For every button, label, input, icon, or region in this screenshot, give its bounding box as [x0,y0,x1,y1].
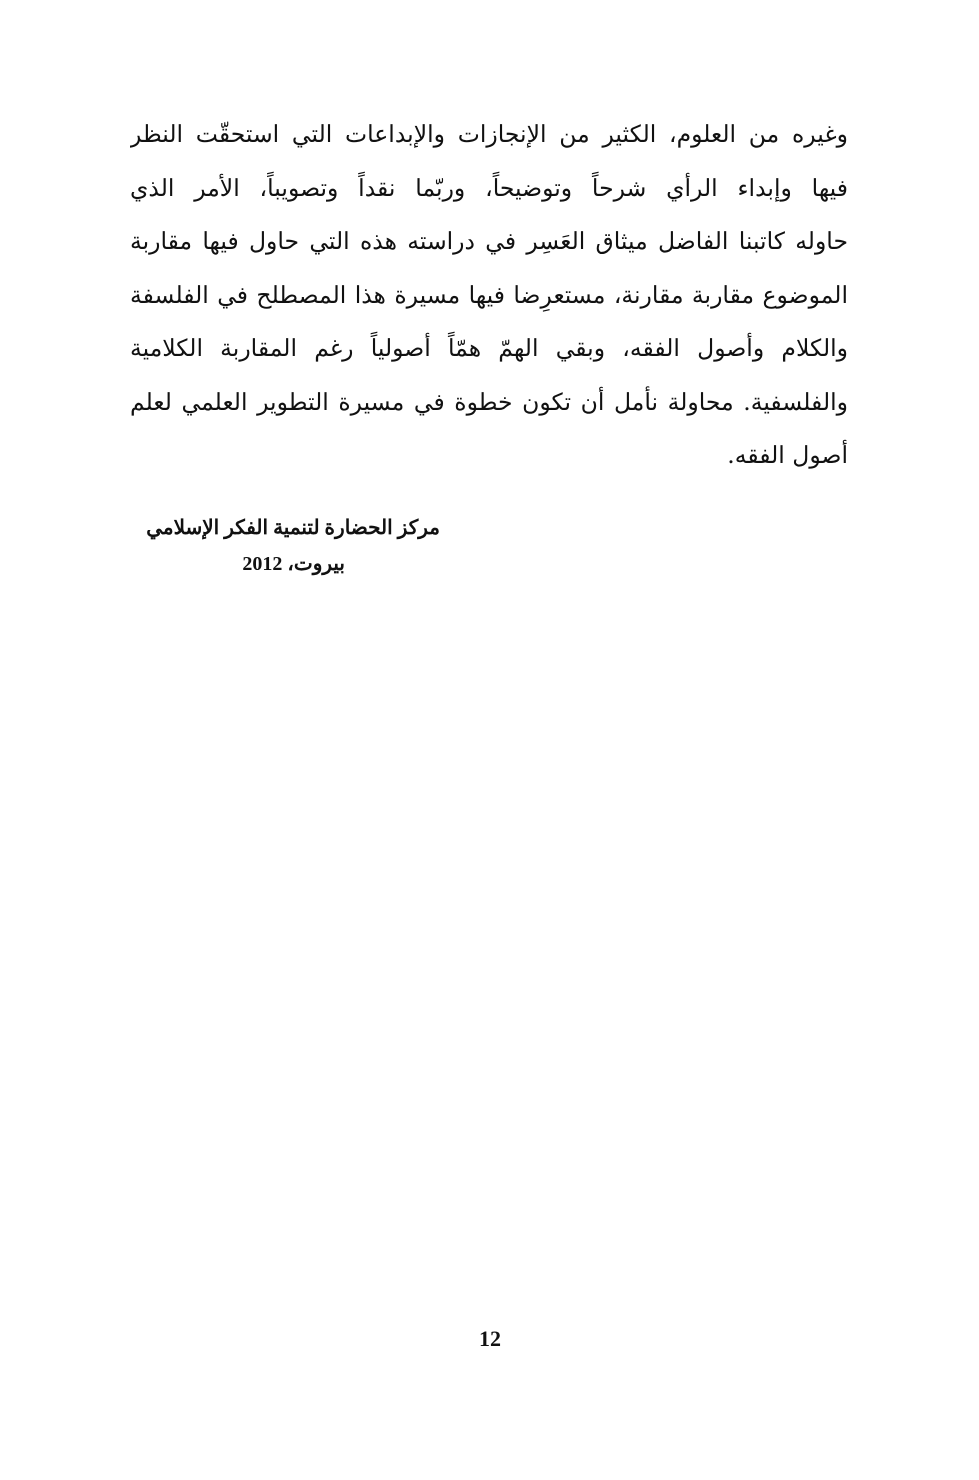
body-line: الموضوع مقاربة مقارنة، مستعرِضا فيها مسيرة هذا المصطلح في الفلسفة [130,280,848,309]
place-date: بيروت، 2012 [242,553,345,575]
signature-block [130,510,440,582]
publisher-name: مركز الحضارة لتنمية الفكر الإسلامي [146,517,440,539]
body-line: والكلام وأصول الفقه، وبقي الهمّ همّاً أصولياً رغم المقاربة الكلامية [130,334,848,362]
page-number: 12 [479,1326,501,1351]
body-line: والفلسفية. محاولة نأمل أن تكون خطوة في مسيرة التطوير العلمي لعلم [130,387,848,416]
body-line: وغيره من العلوم، الكثير من الإنجازات والإبداعات التي استحقّت النظر [130,120,848,148]
body-line: فيها وإبداء الرأي شرحاً وتوضيحاً، وربّما نقداً وتصويباً، الأمر الذي [130,173,848,202]
body-line: أصول الفقه. [727,441,848,469]
body-line: حاوله كاتبنا الفاضل ميثاق العَسِر في دراسته هذه التي حاول فيها مقاربة [130,227,848,255]
body-paragraph [130,108,848,483]
